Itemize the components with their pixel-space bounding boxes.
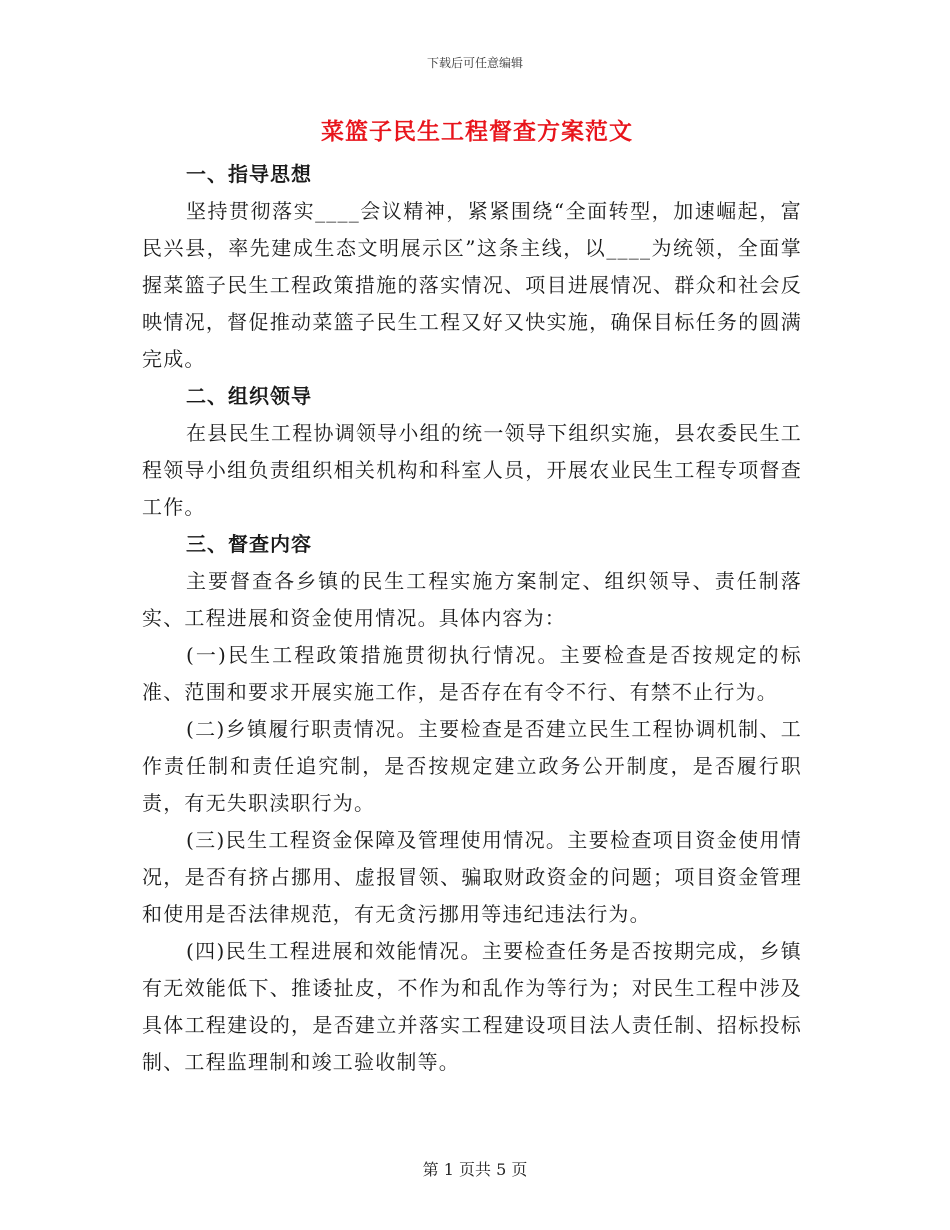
paragraph: 主要督查各乡镇的民生工程实施方案制定、组织领导、责任制落实、工程进展和资金使用情况。具体内容为： [142, 569, 802, 630]
paragraph: (一)民生工程政策措施贯彻执行情况。主要检查是否按规定的标准、范围和要求开展实施工作，是否存在有令不行、有禁不止行为。 [142, 643, 802, 704]
section-heading-guiding-ideology: 一、指导思想 [186, 162, 312, 186]
paragraph: 在县民生工程协调领导小组的统一领导下组织实施，县农委民生工程领导小组负责组织相关机构和科室人员，开展农业民生工程专项督查工作。 [142, 421, 802, 519]
paragraph: (二)乡镇履行职责情况。主要检查是否建立民生工程协调机制、工作责任制和责任追究制，是否按规定建立政务公开制度，是否履行职责，有无失职渎职行为。 [142, 717, 802, 815]
paragraph: (三)民生工程资金保障及管理使用情况。主要检查项目资金使用情况，是否有挤占挪用、虚报冒领、骗取财政资金的问题；项目资金管理和使用是否法律规范，有无贪污挪用等违纪违法行为。 [142, 828, 802, 926]
section-heading-inspection-content: 三、督查内容 [186, 532, 312, 556]
page-header: 下载后可任意编辑 [426, 56, 523, 70]
paragraph: 坚持贯彻落实____会议精神，紧紧围绕“全面转型，加速崛起，富民兴县，率先建成生态文明展示区”这条主线，以____为统领，全面掌握菜篮子民生工程政策措施的落实情况、项目进展情况、群众和社会反映情况，督促推动菜篮子民生工程又好又快实施，确保目标任务的圆满完成。 [142, 199, 802, 371]
document-body [142, 108, 802, 1081]
section-heading-organization: 二、组织领导 [186, 384, 312, 408]
paragraph: (四)民生工程进展和效能情况。主要检查任务是否按期完成，乡镇有无效能低下、推诿扯皮，不作为和乱作为等行为；对民生工程中涉及具体工程建设的，是否建立并落实工程建设项目法人责任制、招标投标制、工程监理制和竣工验收制等。 [142, 939, 802, 1074]
document-title: 菜篮子民生工程督查方案范文 [321, 118, 633, 145]
page-footer: 第 1 页共 5 页 [422, 1160, 528, 1179]
